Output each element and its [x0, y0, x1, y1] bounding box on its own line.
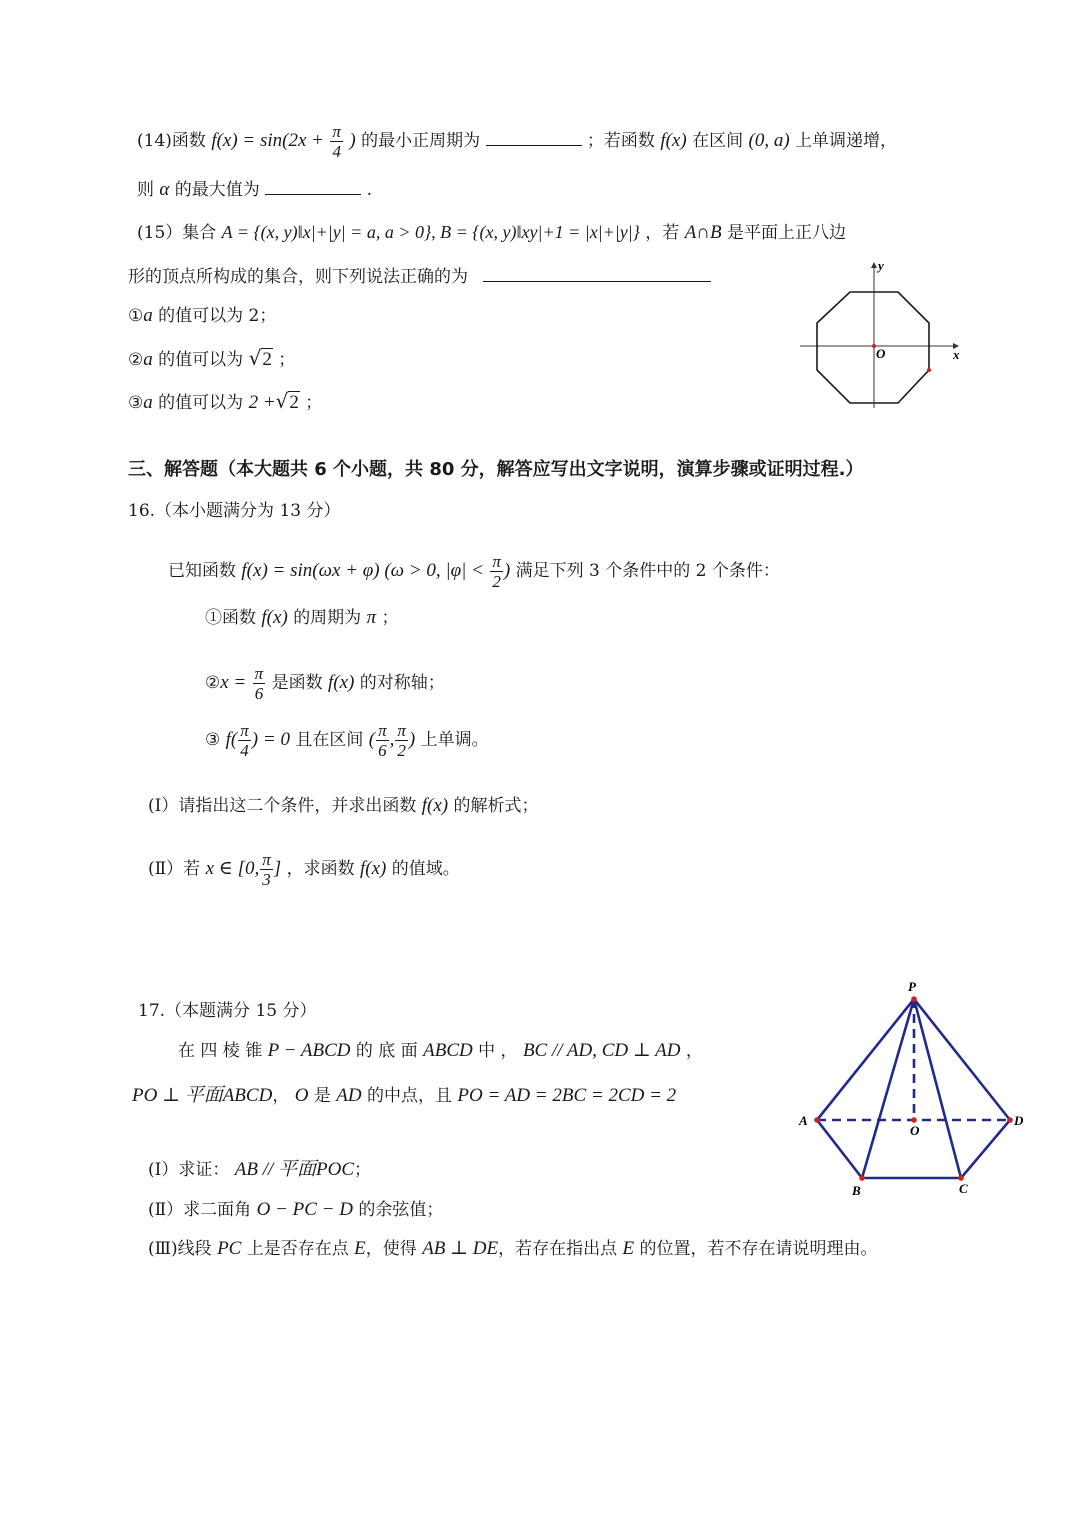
- q16-intro: [168, 552, 780, 591]
- q15-opt3-val1: 2 +: [248, 392, 276, 413]
- label-A: A: [799, 1113, 808, 1128]
- q17-p2-expr: O − PC − D: [256, 1199, 353, 1220]
- y-label: y: [878, 258, 884, 273]
- q16-c2-fx: f(x): [328, 672, 355, 693]
- q14-text-a: 的最小正周期为: [361, 131, 481, 151]
- q16-c3-a: ③: [205, 730, 221, 750]
- q17-p1-end: ；: [354, 1160, 372, 1180]
- q16-c3-eq: ) = 0: [251, 729, 290, 750]
- q16-p1-b: 的解析式；: [453, 796, 539, 816]
- q16-intro-fraction: [490, 552, 503, 591]
- q17-line2: [132, 1086, 676, 1105]
- q17-p1-expr: AB // 平面POC: [234, 1159, 355, 1180]
- q17-p3-c: ，使得: [365, 1239, 417, 1259]
- q16-condition-2: [205, 664, 445, 703]
- q17-l2-a: PO ⊥ 平面ABCD: [132, 1085, 273, 1106]
- q15-opt1-a: a: [143, 305, 153, 326]
- q15-prefix: (15）集合: [137, 223, 217, 243]
- octagon-figure: [795, 258, 975, 418]
- q17-l1-p: P − ABCD: [267, 1040, 351, 1061]
- q16-p2-b: ，求函数: [286, 859, 355, 879]
- q15-line1: [137, 223, 846, 242]
- q16-c2-b: 是函数: [271, 673, 323, 693]
- q16-c2-num: π: [254, 664, 264, 683]
- q17-p2-b: 的余弦值；: [358, 1200, 444, 1220]
- edge-CD: [961, 1120, 1010, 1178]
- y-axis-arrow-icon: [871, 262, 877, 268]
- q16-p2-close: ]: [273, 858, 282, 879]
- q15-opt3-marker: ③: [128, 393, 144, 413]
- q15-opt3-a: a: [143, 392, 153, 413]
- vertex-point: [927, 368, 931, 372]
- q14-prefix: (14)函数: [137, 131, 206, 151]
- q16-header: 16.（本小题满分为 13 分）: [128, 501, 341, 521]
- q15-opt3-text: 的值可以为: [158, 393, 244, 413]
- q14-answer-blank-1[interactable]: [486, 144, 582, 146]
- q14-line2-b: 的最大值为: [174, 180, 260, 200]
- q14-answer-blank-2[interactable]: [265, 193, 361, 195]
- q17-p3-pc: PC: [217, 1238, 242, 1259]
- q15-option-2: [128, 348, 295, 369]
- section-3-title: 三、解答题（本大题共 6 个小题，共 80 分，解答应写出文字说明，演算步骤或证明过程.）: [128, 459, 864, 480]
- q14-fx: f(x): [660, 130, 687, 151]
- q15-line2-text: 形的顶点所构成的集合，则下列说法正确的为: [128, 267, 468, 287]
- q16-c3-num: π: [240, 721, 249, 740]
- q14-frac-den: 4: [332, 142, 341, 161]
- q16-c3-den: 4: [240, 741, 249, 760]
- q17-l2-eq: PO = AD = 2BC = 2CD = 2: [457, 1085, 677, 1106]
- q17-l1-cond: BC // AD, CD ⊥ AD: [522, 1040, 681, 1061]
- q16-c3-comma: ,: [389, 729, 395, 750]
- q15-opt3-val2: 2: [289, 392, 299, 413]
- q14-func-expr: f(x) = sin(2x +: [211, 130, 325, 151]
- q16-c1-pi: π: [366, 607, 377, 628]
- edge-AB: [817, 1120, 862, 1178]
- q14-text-d: 上单调递增，: [795, 131, 898, 151]
- q15-sets: A = {(x, y)‖x|+|y| = a, a > 0}, B = {(x, y)‖xy|+1 = |x|+|y|}: [221, 222, 640, 242]
- q15-text-a: ，若: [645, 223, 680, 243]
- q15-intersect: A∩B: [684, 222, 722, 243]
- point-A: [814, 1117, 820, 1123]
- q14-frac-num: π: [332, 122, 341, 141]
- q14-line1: [137, 122, 897, 161]
- q16-c3-c: 上单调。: [420, 730, 489, 750]
- q16-p1-fx: f(x): [421, 795, 449, 816]
- q17-p3-b: 上是否存在点: [246, 1239, 349, 1259]
- q16-p2-c: 的值域。: [391, 859, 460, 879]
- q16-c3-d2: 2: [397, 741, 406, 760]
- q16-condition-3: [205, 721, 489, 760]
- q16-c3-b: 且在区间: [295, 730, 364, 750]
- q16-p2-a: (Ⅱ）若: [148, 859, 201, 879]
- point-D: [1007, 1117, 1013, 1123]
- q16-intro-den: 2: [492, 572, 501, 591]
- q17-l1-end: ，: [685, 1041, 703, 1061]
- q17-l1-b: 的 底 面: [355, 1041, 418, 1061]
- q15-option-1: [128, 306, 276, 325]
- point-C: [958, 1175, 964, 1181]
- q15-opt1-marker: ①: [128, 306, 144, 326]
- origin-label: O: [876, 346, 886, 361]
- point-P: [911, 996, 917, 1002]
- q14-line2-a: 则: [137, 180, 154, 200]
- q17-part-1: [148, 1160, 371, 1179]
- edge-PC: [914, 999, 961, 1178]
- q17-header: 17.（本题满分 15 分）: [138, 1001, 317, 1021]
- q16-c3-close: ): [408, 729, 416, 750]
- q15-text-b: 是平面上正八边: [727, 223, 847, 243]
- q16-p2-x: x ∈ [0,: [205, 858, 260, 879]
- q17-l2-b: ，: [272, 1086, 290, 1106]
- q17-l1-a: 在 四 棱 锥: [178, 1041, 263, 1061]
- q14-func-close: ): [349, 130, 356, 151]
- q16-intro-b: 满足下列 3 个条件中的 2 个条件：: [515, 561, 780, 581]
- q16-c3-f: f(: [225, 729, 238, 750]
- q16-c1-a: ①函数: [205, 608, 256, 628]
- q16-intro-close: ): [503, 560, 511, 581]
- sqrt-icon: √: [248, 346, 262, 370]
- q16-c1-fx: f(x): [261, 607, 288, 628]
- q17-l1-c: 中 ，: [478, 1041, 518, 1061]
- q16-c2-c: 的对称轴；: [359, 673, 445, 693]
- q15-opt2-val: 2: [262, 349, 272, 370]
- q17-l2-d: 的中点，且: [367, 1086, 452, 1106]
- q17-p3-expr: AB ⊥ DE: [422, 1238, 499, 1259]
- q15-opt2-a: a: [143, 349, 153, 370]
- label-D: D: [1014, 1113, 1024, 1128]
- q16-part-2: [148, 850, 460, 889]
- q16-c3-fraction-1: [376, 721, 389, 760]
- point-B: [859, 1175, 865, 1181]
- q17-p3-e2: E: [622, 1238, 635, 1259]
- q15-answer-blank[interactable]: [483, 280, 711, 282]
- q17-p3-f: 的位置，若不存在请说明理由。: [639, 1239, 878, 1259]
- q16-intro-num: π: [492, 552, 501, 571]
- pyramid-figure: [795, 975, 1035, 1205]
- q14-fraction: [330, 122, 343, 161]
- label-O: O: [910, 1123, 920, 1138]
- q15-opt2-end: ；: [278, 350, 296, 370]
- q16-p2-den: 3: [262, 870, 271, 889]
- q14-text-c: 在区间: [692, 131, 744, 151]
- q16-c2-a: ②: [205, 673, 221, 693]
- point-O: [911, 1117, 917, 1123]
- q14-interval: (0, a): [748, 130, 790, 151]
- q16-c3-fraction-2: [395, 721, 408, 760]
- sqrt-icon: √: [275, 389, 289, 413]
- q16-p2-num: π: [262, 850, 271, 869]
- q16-c3-d1: 6: [378, 741, 387, 760]
- q17-p3-d: ，若存在指出点: [498, 1239, 618, 1259]
- q15-opt2-marker: ②: [128, 350, 144, 370]
- q17-part-2: [148, 1200, 443, 1219]
- q16-p2-fx: f(x): [360, 858, 387, 879]
- edge-PD: [914, 999, 1010, 1120]
- q17-l2-c: 是: [313, 1086, 331, 1106]
- x-label: x: [953, 347, 960, 362]
- edge-PB: [862, 999, 914, 1178]
- label-P: P: [908, 979, 916, 994]
- q14-alpha: α: [159, 179, 170, 200]
- q16-c2-den: 6: [254, 684, 264, 703]
- q15-opt3-end: ；: [305, 393, 323, 413]
- q17-p2-a: (Ⅱ）求二面角: [148, 1200, 252, 1220]
- q16-part-1: [148, 796, 539, 815]
- q16-intro-expr: f(x) = sin(ωx + φ) (ω > 0, |φ| <: [241, 560, 484, 581]
- q16-c2-fraction: [253, 664, 266, 703]
- q15-opt2-text: 的值可以为: [158, 350, 244, 370]
- q16-p1-a: (Ⅰ）请指出这二个条件，并求出函数: [148, 796, 417, 816]
- q16-c2-x: x =: [220, 672, 247, 693]
- q14-text-b: ；若函数: [586, 131, 655, 151]
- q16-c3-n2: π: [397, 721, 406, 740]
- q17-part-3: [148, 1239, 878, 1258]
- q15-opt1-text: 的值可以为 2；: [158, 306, 277, 326]
- q16-p2-fraction: [260, 850, 273, 889]
- q17-p1-a: (Ⅰ）求证：: [148, 1160, 230, 1180]
- edge-PA: [817, 999, 914, 1120]
- label-C: C: [959, 1181, 968, 1196]
- q16-c1-end: ；: [381, 608, 399, 628]
- q17-line1: [178, 1041, 703, 1060]
- q17-l2-ad: AD: [336, 1085, 362, 1106]
- q14-line2-end: .: [366, 180, 373, 200]
- label-B: B: [852, 1183, 861, 1198]
- q17-p3-a: (Ⅲ)线段: [148, 1239, 212, 1259]
- q16-c3-open: (: [368, 729, 376, 750]
- q16-c1-b: 的周期为: [293, 608, 362, 628]
- q15-option-3: [128, 391, 322, 412]
- q14-line2: [137, 180, 372, 199]
- q17-l2-o: O: [294, 1085, 309, 1106]
- q16-intro-a: 已知函数: [168, 561, 236, 581]
- q16-c3-n1: π: [378, 721, 387, 740]
- q16-c3-fraction: [238, 721, 251, 760]
- q15-line2: [128, 269, 711, 286]
- q17-l1-abcd: ABCD: [423, 1040, 473, 1061]
- q16-condition-1: [205, 608, 399, 627]
- q17-p3-e: E: [354, 1238, 366, 1259]
